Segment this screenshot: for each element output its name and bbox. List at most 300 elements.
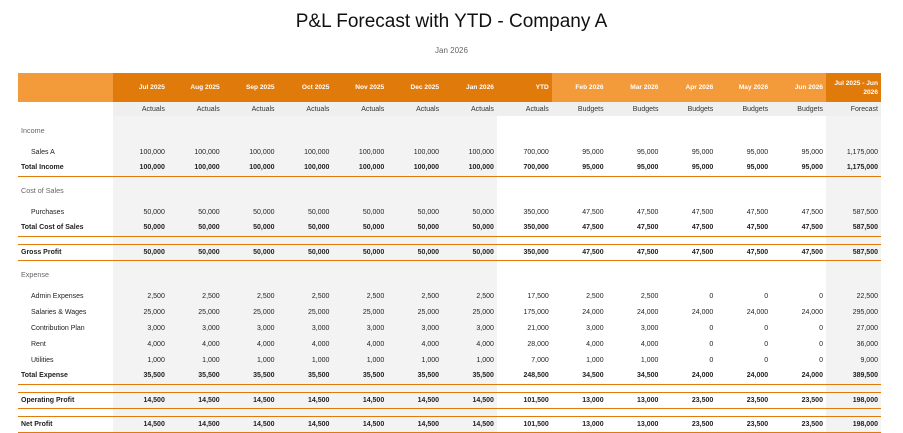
row-label: Total Income	[18, 160, 113, 176]
section-header-row	[18, 122, 881, 138]
value-cell: 50,000	[168, 244, 223, 260]
value-cell: 100,000	[223, 160, 278, 176]
column-header: YTD	[497, 73, 552, 102]
empty-cell	[113, 266, 168, 282]
value-cell: 3,000	[113, 320, 168, 336]
line-item-row	[18, 288, 881, 304]
value-cell: 2,500	[332, 288, 387, 304]
section-header-row	[18, 266, 881, 282]
spacer-cell	[771, 408, 826, 416]
column-type: Actuals	[278, 102, 333, 116]
spacer-cell	[716, 236, 771, 244]
spacer-cell	[332, 384, 387, 392]
column-header: Mar 2026	[607, 73, 662, 102]
row-label: Total Expense	[18, 368, 113, 384]
value-cell: 0	[764, 324, 769, 332]
column-header: Oct 2025	[278, 73, 333, 102]
value-cell: 95,000	[746, 148, 769, 156]
value-cell: 0	[819, 356, 823, 364]
empty-cell	[442, 122, 497, 138]
value-cell: 23,500	[661, 392, 716, 408]
spacer-row	[18, 236, 881, 244]
empty-cell	[278, 266, 333, 282]
value-cell: 25,000	[168, 304, 223, 320]
value-cell: 3,000	[442, 320, 497, 336]
column-header-row	[18, 73, 881, 102]
value-cell: 3,000	[586, 324, 604, 332]
value-cell: 587,500	[826, 220, 881, 236]
column-type: Budgets	[607, 102, 662, 116]
value-cell: 50,000	[387, 204, 442, 220]
empty-cell	[168, 122, 223, 138]
value-cell: 1,175,000	[826, 144, 881, 160]
value-cell: 95,000	[582, 148, 604, 156]
value-cell: 100,000	[442, 160, 497, 176]
line-item-row	[18, 144, 881, 160]
pl-report	[18, 73, 881, 433]
column-type: Actuals	[387, 102, 442, 116]
empty-cell	[497, 122, 552, 138]
value-cell: 100,000	[168, 144, 223, 160]
row-label: Cost of Sales	[21, 185, 64, 195]
spacer-cell	[278, 384, 333, 392]
value-cell: 198,000	[826, 392, 881, 408]
value-cell: 22,500	[826, 288, 881, 304]
value-cell: 47,500	[716, 244, 771, 260]
value-cell: 198,000	[826, 416, 881, 432]
value-cell: 47,500	[552, 244, 607, 260]
value-cell: 14,500	[223, 416, 278, 432]
empty-cell	[332, 266, 387, 282]
spacer-cell	[387, 384, 442, 392]
column-type: Actuals	[113, 102, 168, 116]
empty-cell	[497, 182, 552, 198]
profit-row	[18, 416, 881, 432]
value-cell: 4,000	[586, 340, 604, 348]
value-cell: 24,000	[801, 308, 823, 316]
value-cell: 14,500	[387, 416, 442, 432]
spacer-cell	[771, 384, 826, 392]
empty-cell	[497, 266, 552, 282]
value-cell: 100,000	[387, 144, 442, 160]
value-cell: 4,000	[640, 340, 659, 348]
value-cell: 47,500	[552, 220, 607, 236]
column-type: Budgets	[716, 102, 771, 116]
line-item-row	[18, 304, 881, 320]
column-header: Sep 2025	[223, 73, 278, 102]
value-cell: 4,000	[442, 336, 497, 352]
spacer-cell	[278, 236, 333, 244]
empty-cell	[332, 122, 387, 138]
value-cell: 14,500	[223, 392, 278, 408]
value-cell: 1,000	[113, 352, 168, 368]
value-cell: 35,500	[113, 368, 168, 384]
empty-cell	[607, 266, 662, 282]
value-cell: 1,000	[586, 356, 604, 364]
value-cell: 24,000	[716, 368, 771, 384]
empty-cell	[223, 182, 278, 198]
value-cell: 34,500	[607, 368, 662, 384]
spacer-cell	[223, 384, 278, 392]
value-cell: 295,000	[826, 304, 881, 320]
value-cell: 35,500	[278, 368, 333, 384]
value-cell: 95,000	[716, 160, 771, 176]
column-type-row	[18, 102, 881, 116]
empty-cell	[278, 122, 333, 138]
spacer-cell	[497, 384, 552, 392]
value-cell: 50,000	[442, 244, 497, 260]
column-type: Actuals	[332, 102, 387, 116]
line-item-row	[18, 352, 881, 368]
value-cell: 101,500	[497, 416, 552, 432]
value-cell: 23,500	[771, 416, 826, 432]
value-cell: 0	[764, 340, 769, 348]
empty-cell	[716, 266, 771, 282]
spacer-cell	[826, 236, 881, 244]
value-cell: 4,000	[113, 336, 168, 352]
value-cell: 0	[819, 292, 823, 300]
value-cell: 350,000	[497, 244, 552, 260]
subtotal-row	[18, 368, 881, 384]
value-cell: 25,000	[223, 304, 278, 320]
value-cell: 50,000	[332, 220, 387, 236]
value-cell: 1,175,000	[826, 160, 881, 176]
value-cell: 35,500	[387, 368, 442, 384]
value-cell: 25,000	[113, 304, 168, 320]
value-cell: 13,000	[607, 392, 662, 408]
value-cell: 23,500	[661, 416, 716, 432]
value-cell: 95,000	[771, 160, 826, 176]
value-cell: 100,000	[278, 160, 333, 176]
empty-cell	[661, 182, 716, 198]
value-cell: 2,500	[278, 288, 333, 304]
empty-cell	[113, 182, 168, 198]
value-cell: 47,500	[607, 244, 662, 260]
empty-cell	[771, 182, 826, 198]
spacer-cell	[552, 408, 607, 416]
column-header: Nov 2025	[332, 73, 387, 102]
spacer-cell	[387, 408, 442, 416]
value-cell: 50,000	[278, 220, 333, 236]
spacer-cell	[278, 408, 333, 416]
empty-cell	[552, 182, 607, 198]
value-cell: 34,500	[552, 368, 607, 384]
empty-cell	[332, 182, 387, 198]
value-cell: 35,500	[168, 368, 223, 384]
value-cell: 14,500	[442, 392, 497, 408]
spacer-cell	[607, 408, 662, 416]
spacer-cell	[497, 408, 552, 416]
value-cell: 3,000	[640, 324, 659, 332]
column-type: Budgets	[552, 102, 607, 116]
value-cell: 7,000	[531, 356, 549, 364]
spacer-cell	[223, 408, 278, 416]
value-cell: 50,000	[168, 204, 223, 220]
row-label: Contribution Plan	[31, 324, 85, 332]
value-cell: 100,000	[113, 144, 168, 160]
empty-cell	[607, 122, 662, 138]
value-cell: 0	[764, 292, 769, 300]
value-cell: 50,000	[442, 204, 497, 220]
value-cell: 100,000	[223, 144, 278, 160]
value-cell: 24,000	[691, 308, 714, 316]
value-cell: 95,000	[661, 160, 716, 176]
column-header: Jun 2026	[771, 73, 826, 102]
spacer-cell	[168, 408, 223, 416]
value-cell: 95,000	[552, 160, 607, 176]
spacer-cell	[168, 384, 223, 392]
value-cell: 24,000	[637, 308, 659, 316]
value-cell: 25,000	[442, 304, 497, 320]
empty-cell	[552, 266, 607, 282]
value-cell: 100,000	[332, 160, 387, 176]
value-cell: 1,000	[223, 352, 278, 368]
value-cell: 13,000	[607, 416, 662, 432]
value-cell: 1,000	[278, 352, 333, 368]
value-cell: 50,000	[168, 220, 223, 236]
subtotal-row	[18, 220, 881, 236]
value-cell: 50,000	[278, 204, 333, 220]
value-cell: 1,000	[442, 352, 497, 368]
empty-cell	[716, 182, 771, 198]
row-label: Operating Profit	[18, 392, 113, 408]
line-item-row	[18, 336, 881, 352]
spacer-cell	[18, 384, 113, 392]
value-cell: 50,000	[113, 204, 168, 220]
column-header: Dec 2025	[387, 73, 442, 102]
value-cell: 14,500	[332, 416, 387, 432]
value-cell: 101,500	[497, 392, 552, 408]
value-cell: 4,000	[332, 336, 387, 352]
value-cell: 50,000	[332, 244, 387, 260]
value-cell: 47,500	[637, 208, 659, 216]
value-cell: 14,500	[113, 416, 168, 432]
report-period: Jan 2026	[435, 46, 468, 55]
value-cell: 50,000	[223, 220, 278, 236]
spacer-cell	[442, 408, 497, 416]
value-cell: 2,500	[442, 288, 497, 304]
empty-cell	[661, 122, 716, 138]
value-cell: 14,500	[387, 392, 442, 408]
value-cell: 389,500	[826, 368, 881, 384]
empty-cell	[826, 122, 881, 138]
value-cell: 2,500	[168, 288, 223, 304]
empty-cell	[223, 266, 278, 282]
value-cell: 25,000	[278, 304, 333, 320]
empty-cell	[168, 182, 223, 198]
empty-cell	[387, 182, 442, 198]
value-cell: 0	[819, 324, 823, 332]
value-cell: 95,000	[637, 148, 659, 156]
spacer-cell	[607, 236, 662, 244]
row-label: Net Profit	[18, 416, 113, 432]
pl-body	[18, 116, 881, 432]
value-cell: 50,000	[387, 244, 442, 260]
spacer-cell	[552, 236, 607, 244]
empty-cell	[387, 266, 442, 282]
value-cell: 2,500	[640, 292, 659, 300]
value-cell: 35,500	[223, 368, 278, 384]
value-cell: 3,000	[223, 320, 278, 336]
empty-cell	[661, 266, 716, 282]
value-cell: 0	[709, 340, 714, 348]
spacer-cell	[332, 236, 387, 244]
empty-cell	[278, 182, 333, 198]
spacer-row	[18, 408, 881, 416]
value-cell: 47,500	[771, 220, 826, 236]
spacer-cell	[18, 408, 113, 416]
column-type: Actuals	[223, 102, 278, 116]
spacer-cell	[113, 236, 168, 244]
column-type: Actuals	[442, 102, 497, 116]
row-label: Purchases	[31, 208, 65, 216]
value-cell: 1,000	[168, 352, 223, 368]
value-cell: 2,500	[387, 288, 442, 304]
value-cell: 95,000	[607, 160, 662, 176]
column-header: Jul 2025	[113, 73, 168, 102]
spacer-cell	[113, 384, 168, 392]
spacer-cell	[661, 384, 716, 392]
value-cell: 24,000	[582, 308, 604, 316]
value-cell: 50,000	[387, 220, 442, 236]
profit-row	[18, 244, 881, 260]
value-cell: 24,000	[661, 368, 716, 384]
value-cell: 100,000	[332, 144, 387, 160]
column-header: Apr 2026	[661, 73, 716, 102]
value-cell: 14,500	[113, 392, 168, 408]
empty-cell	[387, 122, 442, 138]
report-title: P&L Forecast with YTD - Company A	[295, 11, 608, 32]
row-label: Sales A	[31, 148, 55, 156]
value-cell: 50,000	[223, 244, 278, 260]
value-cell: 9,000	[826, 352, 881, 368]
line-item-row	[18, 204, 881, 220]
profit-row	[18, 392, 881, 408]
value-cell: 0	[709, 356, 714, 364]
empty-cell	[442, 182, 497, 198]
value-cell: 3,000	[278, 320, 333, 336]
value-cell: 100,000	[168, 160, 223, 176]
empty-cell	[771, 122, 826, 138]
value-cell: 47,500	[691, 208, 714, 216]
value-cell: 2,500	[586, 292, 604, 300]
value-cell: 23,500	[716, 416, 771, 432]
value-cell: 23,500	[716, 392, 771, 408]
column-header: Aug 2025	[168, 73, 223, 102]
value-cell: 47,500	[801, 208, 823, 216]
value-cell: 14,500	[442, 416, 497, 432]
value-cell: 100,000	[387, 160, 442, 176]
value-cell: 35,500	[442, 368, 497, 384]
value-cell: 47,500	[582, 208, 604, 216]
column-header: Jan 2026	[442, 73, 497, 102]
row-label: Admin Expenses	[31, 292, 84, 300]
column-type: Actuals	[497, 102, 552, 116]
value-cell: 47,500	[771, 244, 826, 260]
value-cell: 13,000	[552, 392, 607, 408]
row-label: Salaries & Wages	[31, 308, 87, 316]
value-cell: 1,000	[387, 352, 442, 368]
value-cell: 95,000	[691, 148, 714, 156]
spacer-cell	[826, 408, 881, 416]
value-cell: 2,500	[113, 288, 168, 304]
value-cell: 4,000	[223, 336, 278, 352]
value-cell: 23,500	[771, 392, 826, 408]
value-cell: 25,000	[387, 304, 442, 320]
spacer-cell	[168, 236, 223, 244]
empty-cell	[223, 122, 278, 138]
spacer-cell	[442, 236, 497, 244]
value-cell: 587,500	[826, 204, 881, 220]
value-cell: 47,500	[607, 220, 662, 236]
value-cell: 14,500	[278, 392, 333, 408]
value-cell: 36,000	[826, 336, 881, 352]
pl-table	[18, 73, 881, 433]
value-cell: 28,000	[527, 340, 549, 348]
spacer-row	[18, 384, 881, 392]
value-cell: 50,000	[332, 204, 387, 220]
value-cell: 700,000	[497, 160, 552, 176]
spacer-cell	[716, 384, 771, 392]
value-cell: 50,000	[113, 220, 168, 236]
column-type: Actuals	[168, 102, 223, 116]
row-label: Gross Profit	[18, 244, 113, 260]
value-cell: 0	[764, 356, 769, 364]
value-cell: 50,000	[113, 244, 168, 260]
value-cell: 100,000	[278, 144, 333, 160]
value-cell: 50,000	[442, 220, 497, 236]
empty-cell	[113, 122, 168, 138]
value-cell: 350,000	[497, 220, 552, 236]
spacer-cell	[332, 408, 387, 416]
value-cell: 1,000	[640, 356, 659, 364]
row-label: Rent	[31, 340, 46, 348]
subheader-label-cell	[18, 102, 113, 116]
value-cell: 24,000	[771, 368, 826, 384]
spacer-cell	[18, 236, 113, 244]
value-cell: 14,500	[278, 416, 333, 432]
spacer-cell	[716, 408, 771, 416]
value-cell: 47,500	[661, 244, 716, 260]
value-cell: 587,500	[826, 244, 881, 260]
value-cell: 4,000	[387, 336, 442, 352]
value-cell: 0	[709, 292, 714, 300]
empty-cell	[552, 122, 607, 138]
spacer-cell	[826, 384, 881, 392]
value-cell: 27,000	[826, 320, 881, 336]
row-label: Total Cost of Sales	[18, 220, 113, 236]
value-cell: 175,000	[523, 308, 549, 316]
row-label: Expense	[21, 269, 49, 279]
value-cell: 14,500	[332, 392, 387, 408]
value-cell: 3,000	[387, 320, 442, 336]
spacer-cell	[552, 384, 607, 392]
value-cell: 95,000	[801, 148, 823, 156]
value-cell: 50,000	[223, 204, 278, 220]
value-cell: 14,500	[168, 416, 223, 432]
value-cell: 3,000	[168, 320, 223, 336]
spacer-cell	[771, 236, 826, 244]
spacer-cell	[387, 236, 442, 244]
value-cell: 13,000	[552, 416, 607, 432]
value-cell: 35,500	[332, 368, 387, 384]
column-header: May 2026	[716, 73, 771, 102]
row-label: Income	[21, 125, 45, 135]
spacer-cell	[661, 408, 716, 416]
header-label-cell	[18, 73, 113, 102]
empty-cell	[442, 266, 497, 282]
empty-cell	[826, 182, 881, 198]
